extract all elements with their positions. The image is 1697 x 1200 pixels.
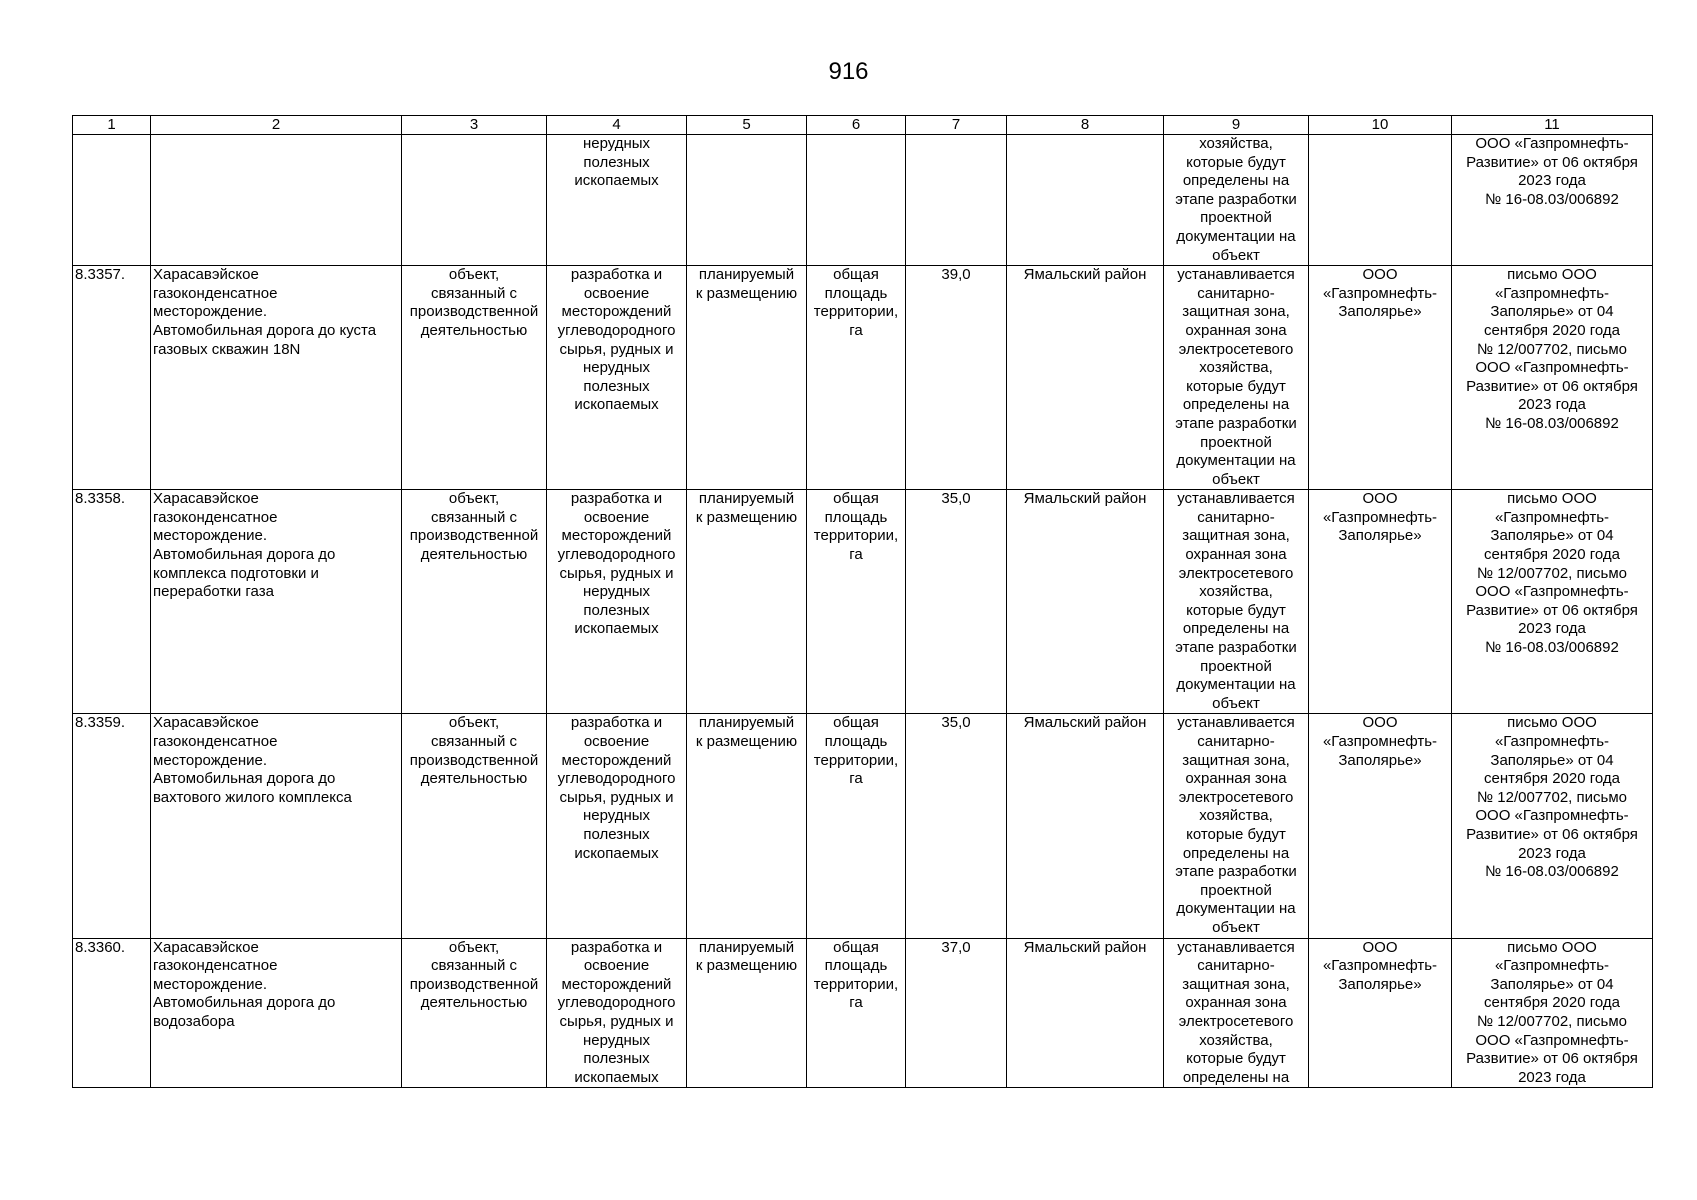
column-header: 4 xyxy=(547,116,687,135)
table-row xyxy=(73,266,1653,490)
cell-characteristic: общая площадь территории, га xyxy=(807,490,906,714)
table-row xyxy=(73,490,1653,714)
cell-basis: письмо ООО «Газпромнефть- Заполярье» от 04 сентября 2020 года № 12/007702, письмо ООО «Газпромнефть- Развитие» от 06 октября 2023 года xyxy=(1452,938,1653,1088)
cell-status: планируемый к размещению xyxy=(687,490,807,714)
table-row xyxy=(73,938,1653,1088)
column-header: 6 xyxy=(807,116,906,135)
cell-zone: устанавливается санитарно- защитная зона, охранная зона электросетевого хозяйства, которые будут определены на этапе разработки проектной документации на объект xyxy=(1164,266,1309,490)
column-header: 1 xyxy=(73,116,151,135)
header-row xyxy=(73,116,1653,135)
cell-num xyxy=(73,135,151,266)
table-row xyxy=(73,714,1653,938)
cell-name: Харасавэйское газоконденсатное месторождение. Автомобильная дорога до вахтового жилого комплекса xyxy=(151,714,402,938)
page-number: 916 xyxy=(828,58,869,85)
cell-zone: устанавливается санитарно- защитная зона, охранная зона электросетевого хозяйства, которые будут определены на этапе разработки проектной документации на объект xyxy=(1164,490,1309,714)
cell-basis: письмо ООО «Газпромнефть- Заполярье» от 04 сентября 2020 года № 12/007702, письмо ООО «Газпромнефть- Развитие» от 06 октября 2023 года № 16-08.03/006892 xyxy=(1452,490,1653,714)
cell-type: объект, связанный с производственной деятельностью xyxy=(402,266,547,490)
cell-num: 8.3360. xyxy=(73,938,151,1088)
cell-num: 8.3358. xyxy=(73,490,151,714)
cell-value: 35,0 xyxy=(906,714,1007,938)
cell-basis: письмо ООО «Газпромнефть- Заполярье» от 04 сентября 2020 года № 12/007702, письмо ООО «Газпромнефть- Развитие» от 06 октября 2023 года № 16-08.03/006892 xyxy=(1452,714,1653,938)
cell-location: Ямальский район xyxy=(1007,266,1164,490)
cell-location: Ямальский район xyxy=(1007,490,1164,714)
cell-owner: ООО «Газпромнефть- Заполярье» xyxy=(1309,266,1452,490)
cell-location xyxy=(1007,135,1164,266)
cell-purpose: разработка и освоение месторождений углеводородного сырья, рудных и нерудных полезных ископаемых xyxy=(547,266,687,490)
cell-purpose: нерудных полезных ископаемых xyxy=(547,135,687,266)
column-header: 3 xyxy=(402,116,547,135)
column-header: 7 xyxy=(906,116,1007,135)
cell-location: Ямальский район xyxy=(1007,714,1164,938)
cell-location: Ямальский район xyxy=(1007,938,1164,1088)
cell-zone: устанавливается санитарно- защитная зона, охранная зона электросетевого хозяйства, которые будут определены на этапе разработки проектной документации на объект xyxy=(1164,714,1309,938)
cell-basis: ООО «Газпромнефть- Развитие» от 06 октября 2023 года № 16-08.03/006892 xyxy=(1452,135,1653,266)
cell-name: Харасавэйское газоконденсатное месторождение. Автомобильная дорога до комплекса подготовки и переработки газа xyxy=(151,490,402,714)
column-header: 9 xyxy=(1164,116,1309,135)
cell-name: Харасавэйское газоконденсатное месторождение. Автомобильная дорога до куста газовых скважин 18N xyxy=(151,266,402,490)
cell-owner xyxy=(1309,135,1452,266)
cell-status: планируемый к размещению xyxy=(687,938,807,1088)
cell-value: 39,0 xyxy=(906,266,1007,490)
cell-num: 8.3357. xyxy=(73,266,151,490)
continuation-row xyxy=(73,135,1653,266)
cell-status: планируемый к размещению xyxy=(687,714,807,938)
cell-type: объект, связанный с производственной деятельностью xyxy=(402,714,547,938)
column-header: 11 xyxy=(1452,116,1653,135)
cell-name: Харасавэйское газоконденсатное месторождение. Автомобильная дорога до водозабора xyxy=(151,938,402,1088)
cell-characteristic: общая площадь территории, га xyxy=(807,938,906,1088)
cell-basis: письмо ООО «Газпромнефть- Заполярье» от 04 сентября 2020 года № 12/007702, письмо ООО «Газпромнефть- Развитие» от 06 октября 2023 года № 16-08.03/006892 xyxy=(1452,266,1653,490)
cell-name xyxy=(151,135,402,266)
cell-status xyxy=(687,135,807,266)
cell-zone: устанавливается санитарно- защитная зона, охранная зона электросетевого хозяйства, которые будут определены на xyxy=(1164,938,1309,1088)
cell-type xyxy=(402,135,547,266)
column-header: 10 xyxy=(1309,116,1452,135)
cell-owner: ООО «Газпромнефть- Заполярье» xyxy=(1309,714,1452,938)
cell-value xyxy=(906,135,1007,266)
cell-type: объект, связанный с производственной деятельностью xyxy=(402,938,547,1088)
column-header: 2 xyxy=(151,116,402,135)
cell-zone: хозяйства, которые будут определены на этапе разработки проектной документации на объект xyxy=(1164,135,1309,266)
cell-characteristic: общая площадь территории, га xyxy=(807,266,906,490)
cell-characteristic: общая площадь территории, га xyxy=(807,714,906,938)
cell-value: 37,0 xyxy=(906,938,1007,1088)
column-header: 5 xyxy=(687,116,807,135)
objects-table xyxy=(72,115,1653,1088)
cell-value: 35,0 xyxy=(906,490,1007,714)
cell-purpose: разработка и освоение месторождений углеводородного сырья, рудных и нерудных полезных ископаемых xyxy=(547,714,687,938)
column-header: 8 xyxy=(1007,116,1164,135)
cell-purpose: разработка и освоение месторождений углеводородного сырья, рудных и нерудных полезных ископаемых xyxy=(547,938,687,1088)
cell-num: 8.3359. xyxy=(73,714,151,938)
cell-owner: ООО «Газпромнефть- Заполярье» xyxy=(1309,938,1452,1088)
cell-owner: ООО «Газпромнефть- Заполярье» xyxy=(1309,490,1452,714)
cell-characteristic xyxy=(807,135,906,266)
cell-type: объект, связанный с производственной деятельностью xyxy=(402,490,547,714)
cell-status: планируемый к размещению xyxy=(687,266,807,490)
cell-purpose: разработка и освоение месторождений углеводородного сырья, рудных и нерудных полезных ископаемых xyxy=(547,490,687,714)
